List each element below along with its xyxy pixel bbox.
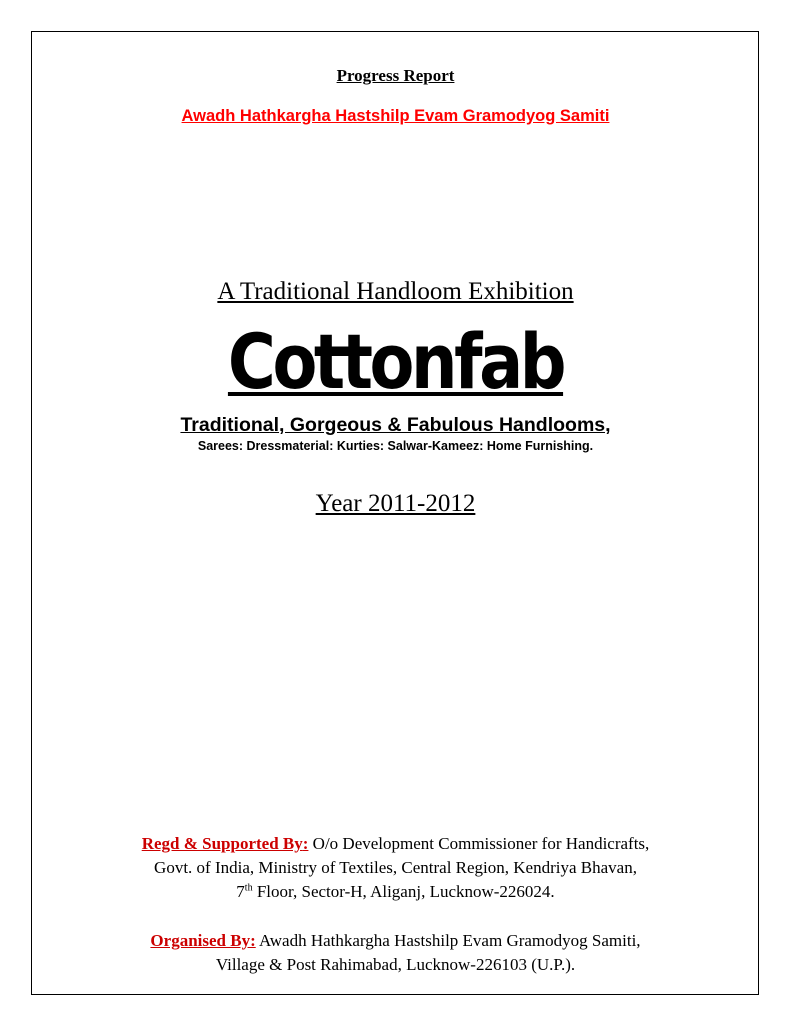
organiser-block [0,929,791,977]
brand-title: Cottonfab [227,317,564,406]
registration-text-1: O/o Development Commissioner for Handicrafts, [308,834,650,853]
registration-line-1 [0,832,791,856]
exhibition-subtitle: A Traditional Handloom Exhibition [217,278,574,305]
organiser-label: Organised By: [150,931,256,950]
organiser-text-1: Awadh Hathkargha Hastshilp Evam Gramodyog Samiti, [255,931,641,950]
registration-block [0,832,791,904]
organisation-title: Awadh Hathkargha Hastshilp Evam Gramodyog Samiti [181,107,610,125]
registration-line-3 [0,880,791,904]
registration-separator: : [302,834,309,853]
registration-label: Regd & Supported By [141,834,303,853]
floor-suffix: th [244,882,253,894]
organiser-line-2: Village & Post Rahimabad, Lucknow-226103 (U.P.). [215,955,576,974]
product-list: Sarees: Dressmaterial: Kurties: Salwar-Kameez: Home Furnishing. [197,439,594,453]
registration-line-2: Govt. of India, Ministry of Textiles, Central Region, Kendriya Bhavan, [154,858,637,877]
tagline: Traditional, Gorgeous & Fabulous Handlooms, [180,414,611,436]
floor-number: 7 [236,882,245,901]
year-label: Year 2011-2012 [315,490,476,517]
report-label: Progress Report [336,66,455,85]
organiser-line-1 [0,929,791,953]
registration-text-3: Floor, Sector-H, Aliganj, Lucknow-226024. [252,882,555,901]
